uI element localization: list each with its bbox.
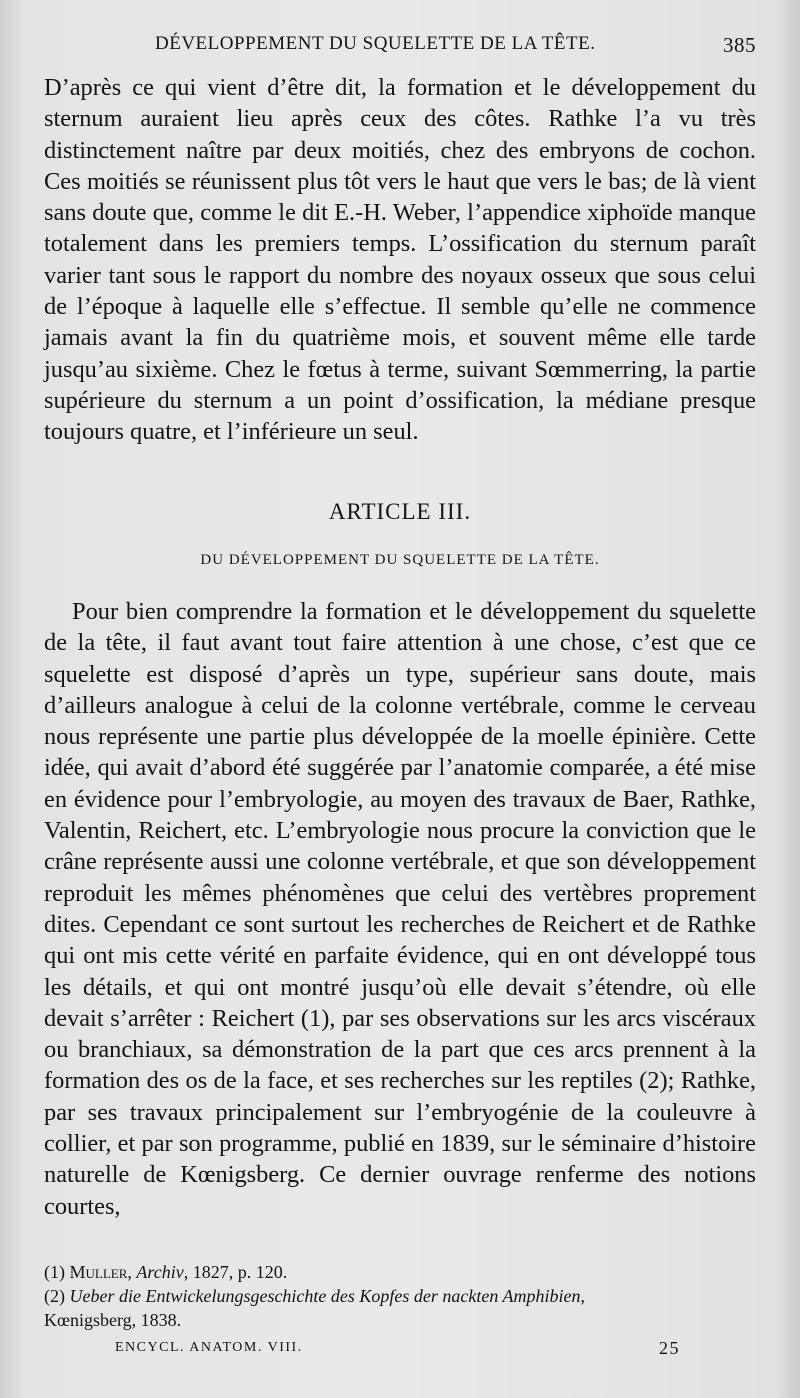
article-heading: ARTICLE III.	[328, 499, 472, 524]
footnote-2-title: Ueber die Entwickelungsgeschichte des Kopfes der nackten Amphibien	[69, 1286, 581, 1306]
footnotes	[44, 1260, 756, 1332]
running-head	[50, 33, 756, 63]
printer-signature: ENCYCL. ANATOM. VIII.	[115, 1340, 303, 1355]
footnote-1-rest: , 1827, p. 120.	[183, 1262, 288, 1282]
article-subheading: DU DÉVELOPPEMENT DU SQUELETTE DE LA TÊTE.	[200, 552, 600, 568]
footnote-2	[44, 1284, 756, 1308]
footnote-1-author: Muller	[69, 1262, 128, 1282]
footnote-2-marker: (2)	[44, 1286, 65, 1306]
sheet-number: 25	[659, 1338, 680, 1358]
page-footer	[115, 1340, 680, 1364]
running-title: DÉVELOPPEMENT DU SQUELETTE DE LA TÊTE.	[155, 33, 596, 54]
paragraph-skull-development: Pour bien comprendre la formation et le développement du squelette de la tête, il faut avant tout faire attention à une chose, c’est que ce squelette est disposé d’après un type, supérieur sans doute, mais d’ailleurs analogue à celui de la colonne vertébrale, comme le cerveau nous représente une partie plus développée de la moelle épinière. Cette idée, qui avait d’abord été suggérée par l’anatomie comparée, a été mise en évidence pour l’embryologie, au moyen des travaux de Baer, Rathke, Valentin, Reichert, etc. L’embryologie nous procure la conviction que le crâne représente aussi une colonne vertébrale, et que son développement reproduit les mêmes phénomènes que celui des vertèbres proprement dites. Cependant ce sont surtout les recherches de Reichert et de Rathke qui ont mis cette vérité en parfaite évidence, qui en ont développé tous les détails, et qui ont montré jusqu’où elle devait s’étendre, où elle devait s’arrêter : Reichert (1), par ses observations sur les arcs viscéraux ou branchiaux, sa démonstration de la part que ces arcs prennent à la formation des os de la face, et ses recherches sur les reptiles (2); Rathke, par ses travaux principalement sur l’embryogénie de la couleuvre à collier, et par son programme, publié en 1839, sur le séminaire d’histoire naturelle de Kœnigsberg. Ce dernier ouvrage renferme des notions courtes,	[44, 598, 756, 1220]
footnote-1: (1) Muller, Archiv, 1827, p. 120.	[44, 1262, 288, 1282]
footnote-2-place-line	[44, 1308, 756, 1332]
paragraph-sternum: D’après ce qui vient d’être dit, la formation et le développement du sternum auraient lieu après ceux des côtes. Rathke l’a vu très distinctement naître par deux moitiés, chez des embryons de cochon. Ces moitiés se réunissent plus tôt vers le haut que vers le bas; de là vient sans doute que, comme le dit E.-H. Weber, l’appendice xiphoïde manque totalement dans les premiers temps. L’ossification du sternum paraît varier tant sous le rapport du nombre des noyaux osseux que sous celui de l’époque à laquelle elle s’effectue. Il semble qu’elle ne commence jamais avant la fin du quatrième mois, et souvent même elle tarde jusqu’au sixième. Chez le fœtus à terme, suivant Sœmmerring, la partie supérieure du sternum a un point d’ossification, la médiane presque toujours quatre, et l’inférieure un seul.	[44, 74, 756, 446]
footnote-1-journal: Archiv	[136, 1262, 184, 1282]
footnote-2-place: Kœnigsberg, 1838.	[44, 1310, 182, 1330]
footnote-1-marker: (1)	[44, 1262, 65, 1282]
footnote-2-rest: ,	[580, 1286, 586, 1306]
page-number: 385	[723, 33, 756, 57]
